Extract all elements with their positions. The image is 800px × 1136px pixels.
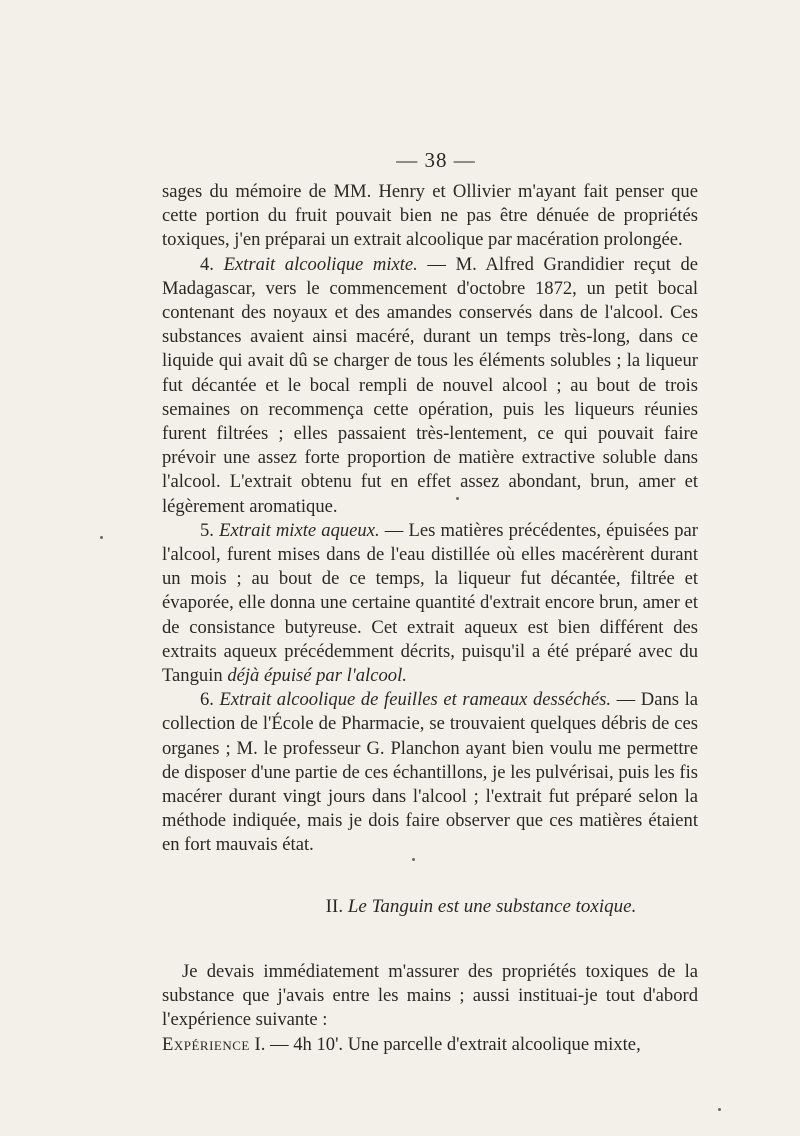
paragraph-text: Je devais immédiatement m'assurer des propriétés toxiques de la substance que j'avais entre les mains ; aussi instituai-je tout d'abord l'expérience suivante :: [162, 961, 698, 1031]
paragraph-text: sages du mémoire de MM. Henry et Ollivier m'ayant fait penser que cette portion du fruit pouvait bien ne pas être dénuée de propriétés toxiques, j'en préparai un extrait alcoolique par macération prolongée.: [162, 181, 698, 251]
paragraph-text: — Les matières précédentes, épuisées par l'alcool, furent mises dans de l'eau distillée où elles macérèrent durant un mois ; au bout de ce temps, la liqueur fut décantée, filtrée et évaporée, elle donna une certaine quantité d'extrait encore brun, amer et de consistance butyreuse. Cet extrait aqueux est bien différent des extraits aqueux précédemment décrits, puisqu'il a été préparé avec du Tanguin: [162, 519, 699, 687]
paragraph-text: — Dans la collection de l'École de Pharmacie, se trouvaient quelques débris de ces organes ; M. le professeur G. Planchon ayant bien voulu me permettre de disposer d'une partie de ces échantillons, je les pulvérisai, puis les fis macérer durant vingt jours dans l'alcool ; l'extrait fut préparé selon la méthode indiquée, mais je dois faire observer que ces matières étaient en fort mauvais état.: [162, 689, 698, 856]
paragraph-text: — M. Alfred Grandidier reçut de Madagascar, vers le commencement d'octobre 1872, un petit bocal contenant des noyaux et des amandes conservés dans de l'alcool. Ces substances avaient ainsi macéré, durant un temps très-long, dans ce liquide qui avait dû se charger de tous les éléments solubles ; la liqueur fut décantée et le bocal rempli de nouvel alcool ; au bout de trois semaines on recommença cette opération, puis les liqueurs réunies furent filtrées ; elles passaient très-lentement, ce qui pouvait faire prévoir une assez forte proportion de matière extractive soluble dans l'alcool. L'extrait obtenu fut en effet assez abondant, brun, amer et légèrement aromatique.: [162, 253, 699, 517]
item-title: Extrait mixte aqueux.: [219, 519, 380, 541]
section-heading: [0, 896, 800, 918]
page-number: — 38 —: [396, 148, 476, 172]
item-number: 4.: [200, 253, 224, 275]
section-title: Le Tanguin est une substance toxique.: [347, 896, 637, 917]
paragraph-extrait-6: [162, 688, 698, 857]
experience-label: Expérience: [162, 1033, 250, 1055]
paper-speck: [100, 536, 103, 539]
italic-phrase: déjà épuisé par l'alcool.: [227, 665, 407, 687]
paper-speck: [456, 497, 459, 500]
item-title: Extrait alcoolique de feuilles et rameaux desséchés.: [219, 689, 611, 711]
experience-number: I.: [249, 1033, 266, 1055]
main-text-block: [162, 180, 698, 858]
paragraph-extrait-5: [162, 519, 698, 688]
paragraph-intro: [162, 960, 698, 1033]
paragraph-extrait-4: [162, 253, 698, 519]
paper-speck: [412, 858, 415, 861]
item-number: 5.: [200, 519, 220, 541]
paragraph-continuation: [162, 180, 698, 253]
paper-speck: [718, 1108, 721, 1111]
item-title: Extrait alcoolique mixte.: [223, 253, 418, 275]
item-number: 6.: [200, 689, 220, 711]
section-text-block: [162, 960, 698, 1057]
paragraph-experience: [162, 1033, 698, 1057]
paragraph-text: — 4h 10'. Une parcelle d'extrait alcoolique mixte,: [265, 1033, 641, 1055]
section-numeral: II.: [325, 896, 344, 917]
